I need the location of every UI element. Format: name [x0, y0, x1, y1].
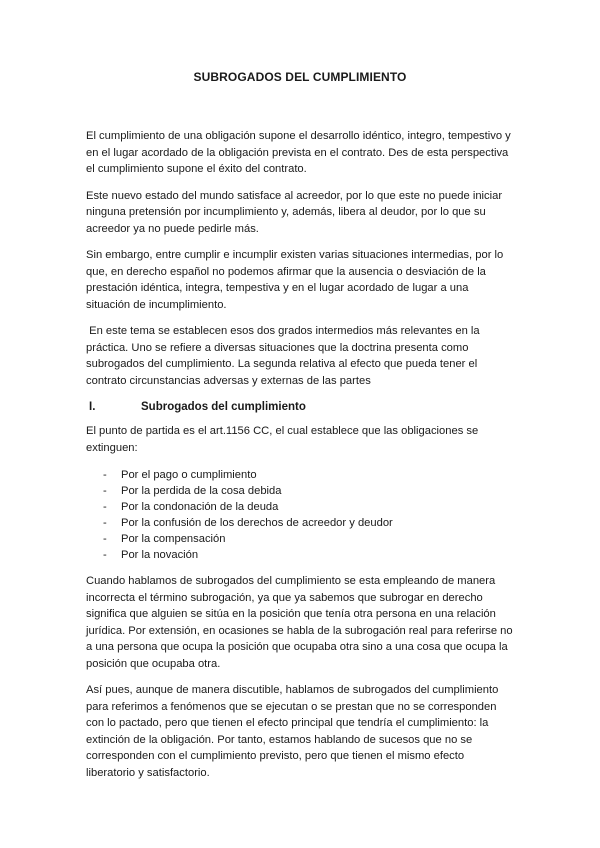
list-item-text: Por la condonación de la deuda — [121, 500, 279, 513]
body-paragraph: Así pues, aunque de manera discutible, hablamos de subrogados del cumplimiento para referimos a fenómenos que se ejecutan o se prestan que no se corresponden con lo pactado, pero que tienen el efecto principal que tendría el cumplimiento: la extinción de la obligación. Por tanto, estamos hablando de sucesos que no se corresponden con el cumplimiento previsto, pero que tienen el mismo efecto liberatorio y satisfactorio. — [86, 684, 499, 779]
extinction-list — [86, 468, 514, 563]
list-item — [86, 516, 514, 532]
list-dash: - — [103, 469, 107, 481]
list-item-text: Por la novación — [121, 548, 199, 561]
list-item-text: Por la perdida de la cosa debida — [121, 484, 282, 497]
intro-paragraph: Este nuevo estado del mundo satisface al acreedor, por lo que este no puede iniciar ninguna pretensión por incumplimiento y, además, libera al deudor, por lo que su acreedor ya no puede pedirle más. — [86, 189, 503, 235]
list-dash: - — [103, 500, 107, 513]
list-dash: - — [103, 532, 107, 545]
list-item-text: Por la confusión de los derechos de acreedor y deudor — [121, 516, 393, 529]
section-number: I. — [89, 401, 96, 413]
intro-paragraph: El cumplimiento de una obligación supone el desarrollo idéntico, integro, tempestivo y en el lugar acordado de la obligación prevista en el contrato. Des de esta perspectiva el cumplimiento supone el éxito del contrato. — [86, 130, 511, 175]
section-heading — [86, 399, 514, 415]
section-lead-paragraph: El punto de partida es el art.1156 CC, el cual establece que las obligaciones se extinguen: — [86, 425, 479, 454]
list-dash: - — [103, 484, 107, 497]
list-item — [86, 532, 514, 548]
intro-paragraph: Sin embargo, entre cumplir e incumplir existen varias situaciones intermedias, por lo que, en derecho español no podemos afirmar que la ausencia o desviación de la prestación idéntica, integra, tempestiva y en el lugar acordado de lugar a una situación de incumplimiento. — [86, 249, 504, 311]
document-title: SUBROGADOS DEL CUMPLIMIENTO — [193, 70, 407, 84]
list-item — [86, 500, 514, 516]
list-dash: - — [103, 516, 107, 529]
body-paragraph: Cuando hablamos de subrogados del cumplimiento se esta empleando de manera incorrecta el término subrogación, ya que ya sabemos que subrogar en derecho significa que alguien se sitúa en la posición que tenía otra persona en una relación jurídica. Por extensión, en ocasiones se habla de la subrogación real para referirse no a una persona que ocupa la posición que ocupaba otra sino a una cosa que ocupa la posición que ocupaba otra. — [86, 575, 513, 670]
list-item — [86, 484, 514, 500]
list-item — [86, 548, 514, 564]
list-item-text: Por la compensación — [121, 532, 226, 545]
list-item — [86, 468, 514, 484]
list-dash: - — [103, 548, 107, 561]
section-title: Subrogados del cumplimiento — [141, 401, 306, 413]
intro-paragraph: En este tema se establecen esos dos grados intermedios más relevantes en la práctica. Uno se refiere a diversas situaciones que la doctrina presenta como subrogados del cumplimiento. La segunda relativa al efecto que pueda tener el contrato circunstancias adversas y externas de las partes — [86, 325, 483, 387]
list-item-text: Por el pago o cumplimiento — [121, 469, 257, 481]
